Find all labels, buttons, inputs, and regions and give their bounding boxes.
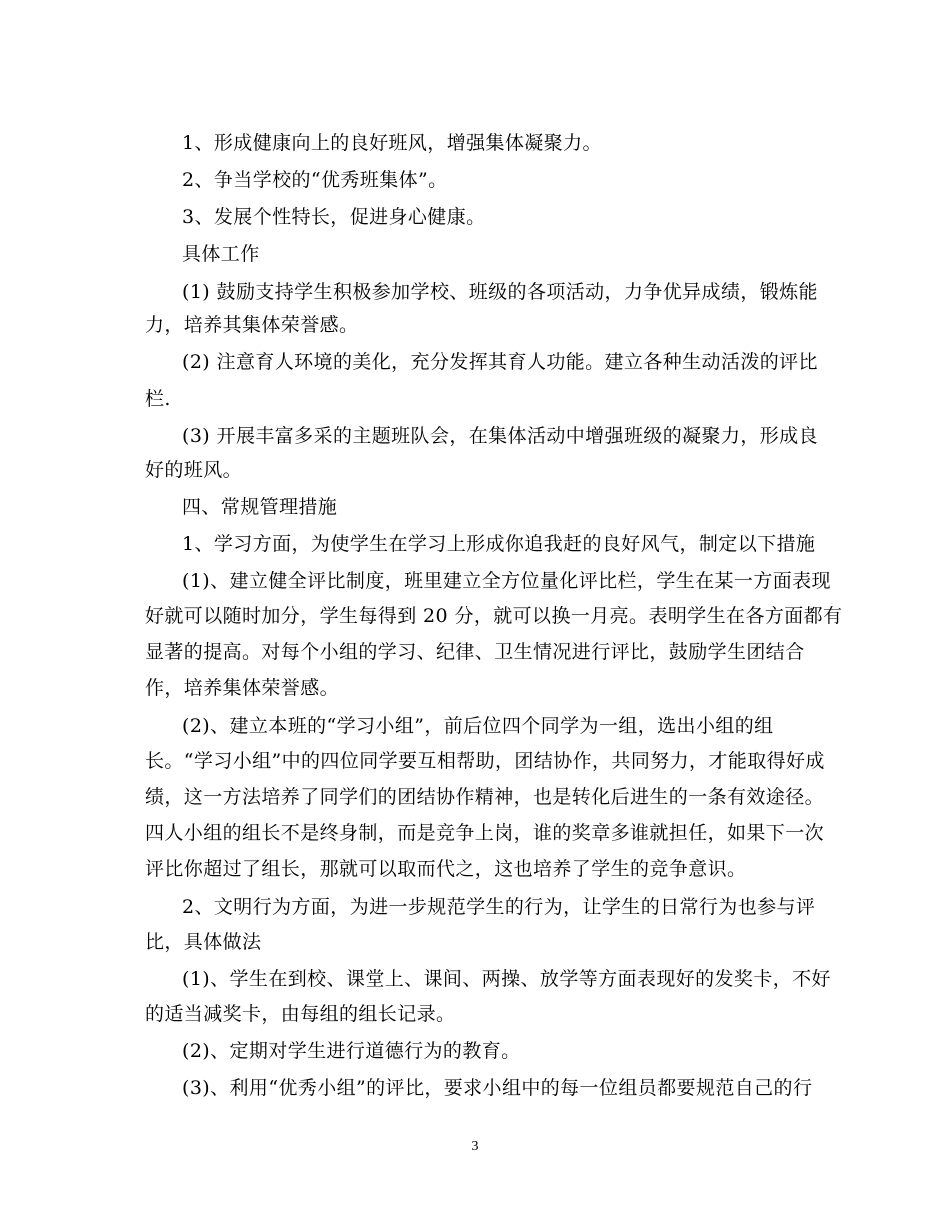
text-line: (3)、利用“优秀小组”的评比，要求小组中的每一位组员都要规范自己的行	[182, 1077, 813, 1099]
text-line: 2、文明行为方面，为进一步规范学生的行为，让学生的日常行为也参与评	[182, 896, 816, 918]
text-line: 长。“学习小组”中的四位同学要互相帮助，团结协作，共同努力，才能取得好成	[145, 750, 825, 772]
text-line: (1)、建立健全评比制度，班里建立全方位量化评比栏，学生在某一方面表现	[182, 570, 831, 592]
text-line: 1、形成健康向上的良好班风，增强集体凝聚力。	[182, 132, 602, 154]
text-line: 力，培养其集体荣誉感。	[145, 314, 359, 336]
text-line: 四人小组的组长不是终身制，而是竞争上岗，谁的奖章多谁就担任，如果下一次	[145, 822, 825, 844]
text-line: 显著的提高。对每个小组的学习、纪律、卫生情况进行评比，鼓励学生团结合	[145, 641, 805, 663]
text-line: 好的班风。	[145, 459, 243, 481]
text-line: (3) 开展丰富多采的主题班队会，在集体活动中增强班级的凝聚力，形成良	[182, 425, 818, 447]
text-line: (2) 注意育人环境的美化，充分发挥其育人功能。建立各种生动活泼的评比	[182, 351, 818, 373]
section-heading: 具体工作	[182, 243, 260, 265]
text-line: (2)、定期对学生进行道德行为的教育。	[182, 1040, 521, 1062]
text-line: (1) 鼓励支持学生积极参加学校、班级的各项活动，力争优异成绩，锻炼能	[182, 281, 818, 303]
text-line: 比，具体做法	[145, 931, 262, 953]
page-number: 3	[471, 1139, 479, 1154]
text-line: 3、发展个性特长，促进身心健康。	[182, 206, 486, 228]
section-heading: 四、常规管理措施	[182, 496, 338, 518]
text-line: 作，培养集体荣誉感。	[145, 677, 340, 699]
text-line: 绩，这一方法培养了同学们的团结协作精神，也是转化后进生的一条有效途径。	[145, 786, 825, 808]
text-line: (1)、学生在到校、课堂上、课间、两操、放学等方面表现好的发奖卡，不好	[182, 968, 831, 990]
text-line: 的适当减奖卡，由每组的组长记录。	[145, 1003, 456, 1025]
text-line: 评比你超过了组长，那就可以取而代之，这也培养了学生的竞争意识。	[145, 858, 747, 880]
text-line: 1、学习方面，为使学生在学习上形成你追我赶的良好风气，制定以下措施	[182, 533, 816, 555]
text-line: 栏.	[145, 388, 171, 410]
text-line: (2)、建立本班的“学习小组”，前后位四个同学为一组，选出小组的组	[182, 715, 774, 737]
text-line: 好就可以随时加分，学生每得到 20 分，就可以换一月亮。表明学生在各方面都有	[145, 605, 843, 627]
text-line: 2、争当学校的“优秀班集体”。	[182, 169, 448, 191]
